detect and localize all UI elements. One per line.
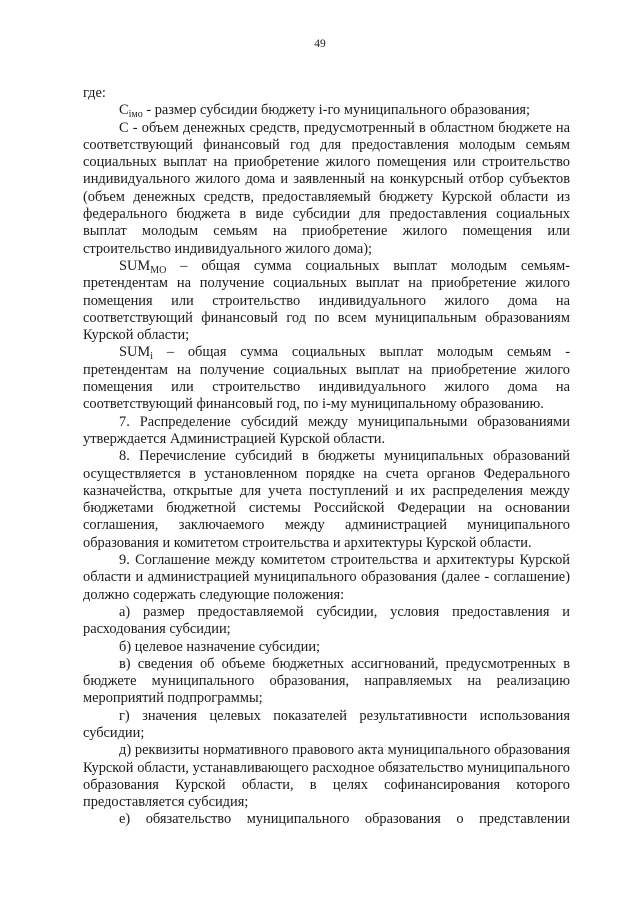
definition-text: - размер субсидии бюджету i-го муниципального образования; (142, 102, 531, 119)
definition-c-imo (83, 102, 570, 119)
list-item-a: а) размер предоставляемой субсидии, условия предоставления и расходования субсидии; (83, 603, 570, 638)
document-body (83, 85, 570, 829)
definition-sum-i (83, 344, 570, 413)
definition-c: С - объем денежных средств, предусмотренный в областном бюджете на соответствующий финансовый год для предоставления молодым семьям социальных выплат на приобретение жилого помещения или строительство индивидуального жилого дома и заявленный на конкурсный отбор субъектов (объем денежных средств, предоставляемый бюджету Курской области из федерального бюджета в виде субсидии для предоставления социальных выплат молодым семьям на приобретение жилого помещения или строительство индивидуального жилого дома); (83, 119, 570, 257)
subscript-mo: MO (150, 264, 167, 276)
intro-text: где: (83, 85, 106, 101)
subscript-imo: iмо (128, 109, 143, 121)
page-number: 49 (314, 38, 326, 50)
definition-text: – общая сумма социальных выплат молодым семьям - претендентам на получение социальных выплат на приобретение жилого помещения или строительство индивидуального жилого дома на соответствующий финансовый год, по i-му муниципальному образованию. (83, 344, 570, 413)
paragraph-7: 7. Распределение субсидий между муниципальными образованиями утверждается Администрацией Курской области. (83, 413, 570, 447)
list-item-d: д) реквизиты нормативного правового акта муниципального образования Курской области, устанавливающего расходное обязательство муниципального образования Курской области, в целях софинансирования которого предоставляется субсидия; (83, 742, 570, 811)
symbol-sum: SUM (119, 257, 151, 274)
paragraph-8: 8. Перечисление субсидий в бюджеты муниципальных образований осуществляется в установленном порядке на счета органов Федерального казначейства, открытые для учета поступлений и их распределения между бюджетами бюджетной системы Российской Федерации на основании соглашения, заключаемого между администрацией муниципального образования и комитетом строительства и архитектуры Курской области. (83, 448, 570, 551)
paragraph-9: 9. Соглашение между комитетом строительства и архитектуры Курской области и администрацией муниципального образования (далее - соглашение) должно содержать следующие положения: (83, 552, 570, 603)
subscript-i: i (150, 351, 153, 363)
definition-text: – общая сумма социальных выплат молодым семьям-претендентам на получение социальных выплат на приобретение жилого помещения или строительство индивидуального жилого дома на соответствующий финансовый год по всем муниципальным образованиям Курской области; (83, 257, 570, 344)
symbol-sum: SUM (119, 344, 151, 361)
list-item-e: е) обязательство муниципального образования о представлении (119, 811, 570, 828)
list-item-b: б) целевое назначение субсидии; (119, 638, 321, 655)
definition-sum-mo (83, 258, 570, 344)
list-item-v: в) сведения об объеме бюджетных ассигнований, предусмотренных в бюджете муниципального образования, направляемых на реализацию мероприятий подпрограммы; (83, 655, 570, 707)
list-item-g: г) значения целевых показателей результативности использования субсидии; (83, 707, 570, 741)
symbol-c: C (119, 102, 129, 119)
